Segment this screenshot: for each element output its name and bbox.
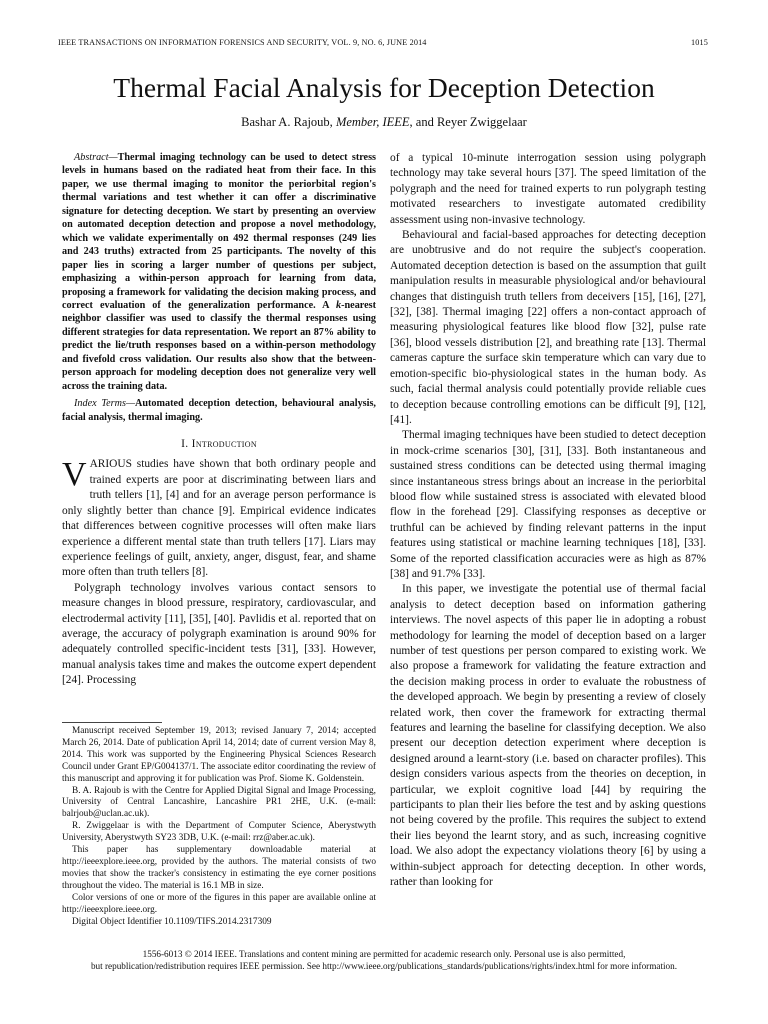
copyright-notice	[40, 948, 728, 972]
abstract-lead: Abstract—	[74, 152, 118, 163]
copyright-line-2: but republication/redistribution requires IEEE permission. See http://www.ieee.org/publications_standards/publications/rights/index.html for more information.	[90, 961, 678, 971]
abstract-k: k	[336, 299, 342, 311]
right-paragraph-2: Behavioural and facial-based approaches for detecting deception are unobtrusive and do not require the subject's cooperation. Automated deception detection is based on the assumption that guilt manipulation results in measurable physiological and/or behavioural changes that distinguish truth tellers from deceivers [15], [16], [27], [32], [38]. Thermal imaging [22] offers a non-contact approach of measuring physiological features like blood flow [32], pulse rate [36], blood vessels distribution [2], and breathing rate [13]. Thermal cameras capture the surface skin temperature which can vary due to emotion-specific bio-physiological states in the human body. As such, facial thermal analysis could potentially provide reliable cues to deception because controlling emotions can be difficult [9], [12], [41].	[390, 229, 706, 426]
copyright-line-1: 1556-6013 © 2014 IEEE. Translations and content mining are permitted for academic research only. Personal use is also permitted,	[142, 949, 626, 959]
drop-cap: V	[62, 456, 87, 494]
intro-paragraph-2: Polygraph technology involves various contact sensors to measure changes in blood pressure, respiratory, cardiovascular, and electrodermal activity [11], [35], [40]. Pavlidis et al. reported that on average, the accuracy of polygraph examination is around 90% for adequately controlled specific-incident tests [31], [33]. However, manual analysis takes time and makes the outcome expert dependent [24]. Processing	[62, 581, 376, 687]
index-terms-text: Automated deception detection, behavioural analysis, facial analysis, thermal imaging.	[62, 398, 376, 423]
footnote-rajoub: B. A. Rajoub is with the Centre for Applied Digital Signal and Image Processing, University of Central Lancashire, Lancashire PR1 2HE, U.K. (e-mail: balrjoub@uclan.ac.uk).	[62, 785, 376, 820]
page-number: 1015	[691, 38, 708, 47]
right-paragraph-3: Thermal imaging techniques have been studied to detect deception in mock-crime scenarios [30], [31], [33]. Both instantaneous and sustained stress conditions can be detected using thermal imaging since instantaneous stress brings about an increase in the periorbital blood flow while sustained stress is associated with elevated blood flow in the forehead [29]. Classifying responses as deceptive or truthful can be achieved by finding relevant patterns in the input features using statistical or machine learning techniques [18], [33]. Some of the reported classification accuracies were as high as 87% [38] and 91.7% [33].	[390, 429, 706, 580]
index-terms-lead: Index Terms—	[74, 398, 135, 410]
abstract-text-a: Thermal imaging technology can be used to detect stress levels in humans based on the radiated heat from their face. In this paper, we use thermal imaging to monitor the periorbital region's thermal variations and test whether it can offer a discriminative signature for detecting deception. We start by presenting an overview on automated deception detection and propose a novel methodology, which we validate experimentally on 492 thermal responses (249 lies and 243 truths) extracted from 25 participants. The novelty of this paper lies in scoring a larger number of questions per subject, emphasizing a within-person approach for learning from data, proposing a framework for validating the decision making process, and correct evaluation of the generalization performance. A	[62, 152, 376, 311]
abstract-text-b: -nearest neighbor classifier was used to classify the thermal responses using different strategies for data representation. We report an 87% ability to predict the lie/truth responses based on a within-person methodology and fivefold cross validation. Our results also show that the between-person approach for modeling deception does not generalize very well across the training data.	[62, 299, 376, 392]
index-terms	[62, 397, 376, 424]
intro-paragraph-1	[62, 457, 376, 580]
footnote-zwiggelaar: R. Zwiggelaar is with the Department of Computer Science, Aberystwyth University, Aberystwyth SY23 3DB, U.K. (e-mail: rrz@aber.ac.uk).	[62, 821, 376, 844]
left-column	[62, 151, 376, 689]
footnote-manuscript: Manuscript received September 19, 2013; revised January 7, 2014; accepted March 26, 2014. Date of publication April 14, 2014; date of current version May 8, 2014. This work was supported by the Engineering Physical Sciences Research Council under Grant EP/G004137/1. The associate editor coordinating the review of this manuscript and approving it for publication was Prof. Siome K. Goldenstein.	[62, 726, 376, 784]
intro-first-word: ARIOUS	[89, 458, 132, 471]
running-header	[58, 38, 708, 52]
author-list	[0, 115, 768, 130]
footnotes	[62, 726, 376, 928]
author-role: Member, IEEE	[335, 115, 410, 129]
author-rest: , and Reyer Zwiggelaar	[409, 115, 527, 129]
right-column	[390, 151, 706, 891]
footnote-rule	[62, 722, 162, 723]
paper-title: Thermal Facial Analysis for Deception Detection	[113, 72, 655, 103]
intro-paragraph-1-text: studies have shown that both ordinary people and trained experts are poor at discriminating between liars and truth tellers [1], [4] and for an average person performance is only slightly better than chance [9]. Empirical evidence indicates that differences between cognitive processes will often make liars experience a different mental state than truth tellers [17]. Liars may experience feelings of guilt, anxiety, anger, disgust, fear, and shame more often than truth tellers [8].	[62, 458, 376, 579]
right-paragraph-1: of a typical 10-minute interrogation session using polygraph technology may take several hours [37]. The speed limitation of the polygraph and the need for trained experts to run polygraph testing motivated researchers to investigate automated credibility assessment using non-invasive technology.	[390, 152, 706, 226]
section-heading-introduction	[62, 436, 376, 451]
right-paragraph-4: In this paper, we investigate the potential use of thermal facial analysis to detect deception based on information gathering interviews. The novel aspects of this paper lie in adopting a robust methodology for learning the model of deception based on a larger number of test questions per person compared to existing work. We also propose a framework for validating the feature extraction and the decision making process in order to evaluate the robustness of the developed approach. We begin by presenting a review of closely related work, then cover the framework for extracting thermal features and learning the baseline for classifying deception. We also present our deception detection experiment where deception is designed around a learnt-story (i.e. based on character profiles). This design considers various aspects from the theories on deception, in particular, we exploit cognitive load [44] by requiring the participants to plan their lies before the test and by asking questions not being covered by the profile. This requires the subject to extend their lies beyond the learnt story, and as such, increasing cognitive load. We also adopt the expectancy violations theory [6] by using a within-subject approach for detecting deception. In other words, rather than looking for	[390, 583, 706, 889]
footnote-color: Color versions of one or more of the figures in this paper are available online at http://ieeexplore.ieee.org.	[62, 892, 376, 915]
author-first: Bashar A. Rajoub,	[241, 115, 336, 129]
section-numeral: I.	[181, 437, 192, 451]
abstract	[62, 151, 376, 393]
footnote-doi: Digital Object Identifier 10.1109/TIFS.2014.2317309	[72, 916, 272, 927]
journal-name: IEEE TRANSACTIONS ON INFORMATION FORENSICS AND SECURITY, VOL. 9, NO. 6, JUNE 2014	[58, 38, 427, 47]
section-name: Introduction	[191, 437, 257, 451]
footnote-supplementary: This paper has supplementary downloadable material at http://ieeexplore.ieee.org, provided by the authors. The material consists of two movies that show the tracker's consistency in estimating the eye corner positions throughout the video. The material is 16.1 MB in size.	[62, 845, 376, 891]
